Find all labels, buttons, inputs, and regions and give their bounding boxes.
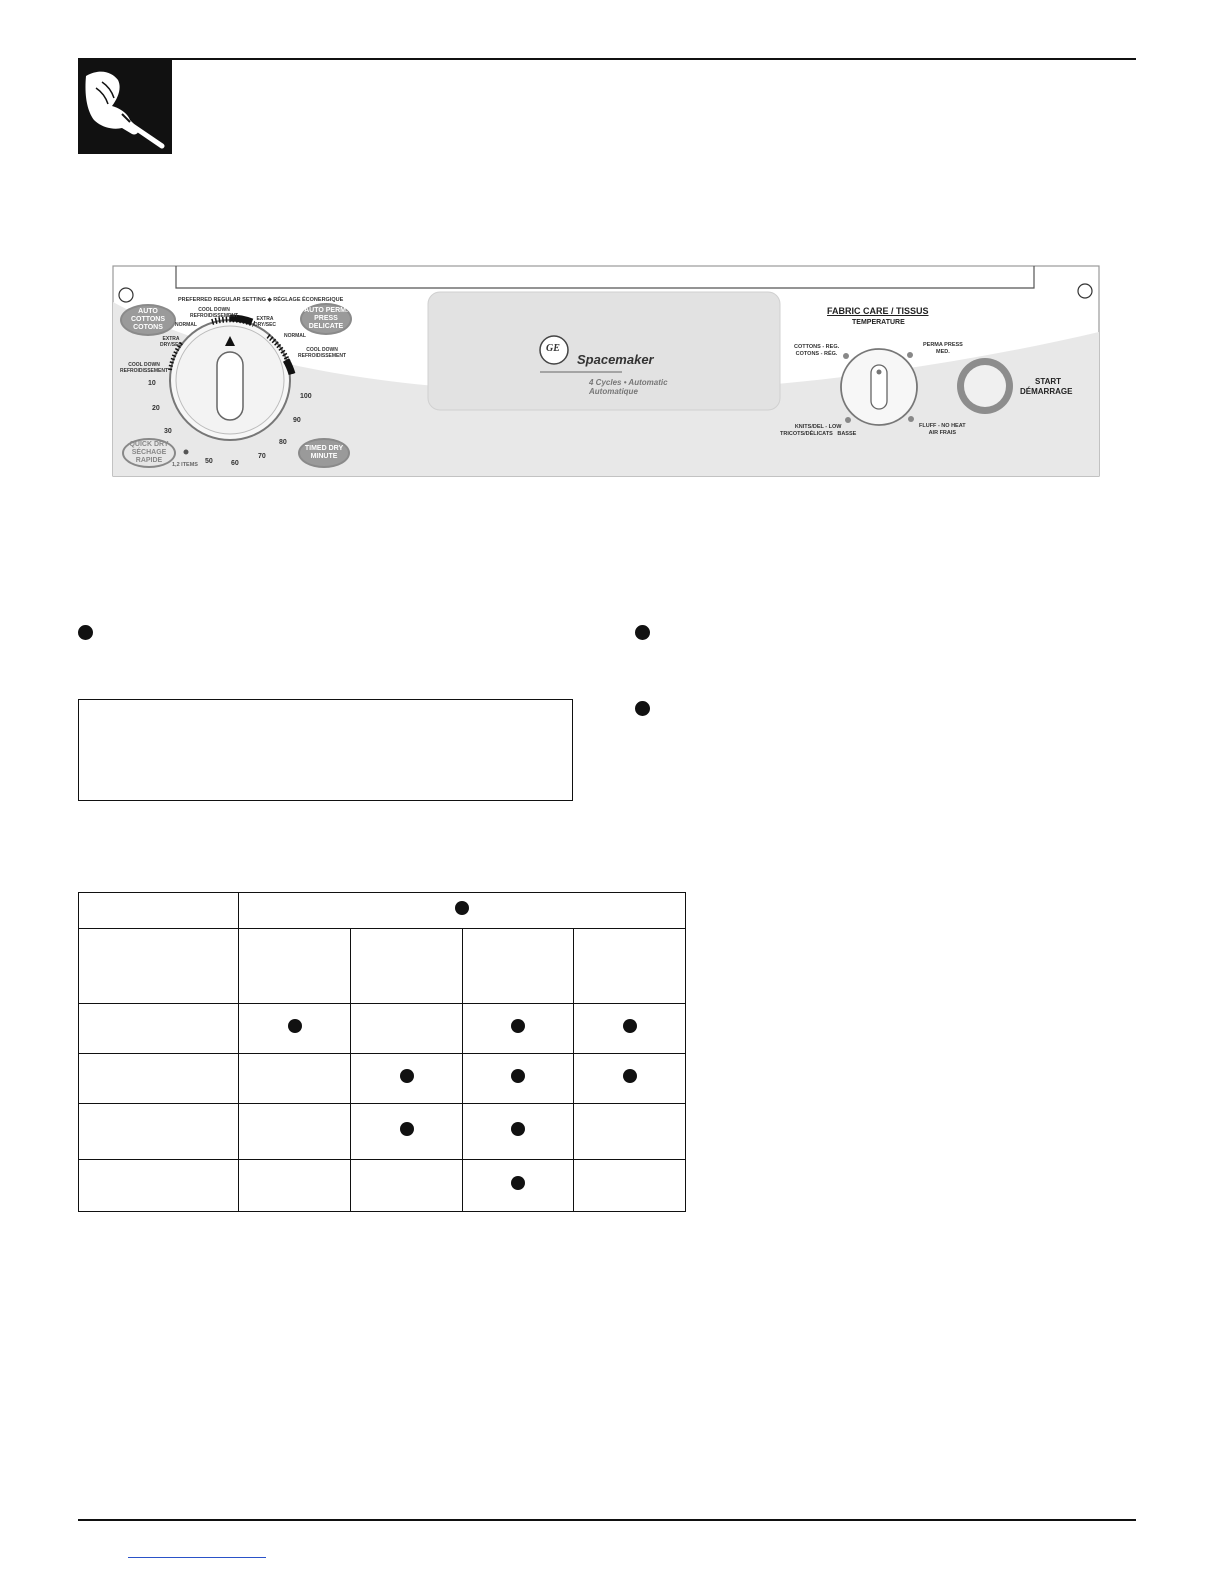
quick-dry-line3: RAPIDE [135,457,163,464]
dial-label-cool-down-left: COOL DOWN REFROIDISSEMENT [120,362,169,374]
start-label: START [1035,377,1062,386]
dial-label-cool-down-top: COOL DOWN REFROIDISSEMENT [190,307,239,319]
auto-cottons-line2: COTTONS [130,316,166,323]
footer-rule [78,1519,1136,1521]
minute-mark: 20 [152,405,160,412]
brand-tagline-fr: Automatique [589,387,638,396]
table-row [79,1004,686,1054]
table-cell [463,1160,574,1212]
table-cell [239,1004,351,1054]
table-cell [351,1160,463,1212]
auto-cottons-button[interactable] [120,304,176,336]
table-cell-dot [623,1019,637,1033]
table-cell-dot [511,1069,525,1083]
table-cell [79,1160,239,1212]
table-cell [574,929,686,1004]
table-cell [463,929,574,1004]
quick-dry-line1: QUICK DRY [129,441,169,448]
quick-dry-line2: SÉCHAGE [131,449,167,456]
table-body [79,1004,686,1212]
table-cell-dot [400,1069,414,1083]
temp-label-perma: PERMA PRESS MED. [923,342,963,355]
table-cell [574,1004,686,1054]
bullet-marker [635,701,650,716]
table-cell [574,1104,686,1160]
start-button[interactable] [957,358,1013,414]
table-cell-dot [400,1122,414,1136]
temp-label-knits: KNITS/DEL - LOW TRICOTS/DÉLICATS BASSE [780,424,857,437]
table-cell-dot [511,1122,525,1136]
table-cell-dot [511,1019,525,1033]
minute-mark: 70 [258,453,266,460]
table-cell [463,1004,574,1054]
timed-dry-line2: MINUTE [310,453,338,460]
dial-label-small-items: 1,2 ITEMS [172,462,198,468]
bullet-marker [635,625,650,640]
auto-perma-press-button[interactable] [300,303,352,335]
brand-name: Spacemaker [577,352,654,367]
note-box [78,699,573,801]
table-cell [239,929,351,1004]
minute-mark: 100 [300,393,312,400]
table-cell [79,1054,239,1104]
timed-dry-button[interactable] [298,438,350,468]
table-cell-dot [623,1069,637,1083]
dial-label-cool-down-right: COOL DOWN REFROIDISSEMENT [298,347,347,359]
header-rule [78,58,1136,60]
table-cell [239,1104,351,1160]
minute-mark: 10 [148,380,156,387]
table-cell [79,929,239,1004]
table-cell [239,1054,351,1104]
auto-cottons-line3: COTONS [133,324,163,331]
bullet-marker [78,625,93,640]
brand-tagline: 4 Cycles • Automatic [589,378,668,387]
table-cell [463,1104,574,1160]
table-cell [351,929,463,1004]
table-header-row [79,893,686,929]
table-header-dot [455,901,469,915]
minute-mark: 90 [293,417,301,424]
minute-mark: 30 [164,428,172,435]
table-cell [351,1104,463,1160]
control-panel [112,262,1102,478]
dial-label-extra-dry-left: EXTRA DRY/SEC [160,336,183,348]
auto-perma-line3: DELICATE [308,323,344,330]
table-cell [574,1054,686,1104]
dial-label-normal-left: NORMAL [175,322,197,328]
auto-perma-line1: AUTO PERM. [304,307,348,314]
ge-logo: GE [546,343,560,354]
auto-perma-line2: PRESS [314,315,338,322]
dial-label-extra-dry-right: EXTRA DRY/SEC [254,316,277,328]
temp-label-cottons: COTTONS - REG. COTONS - RÉG. [794,344,840,357]
table-cell [463,1054,574,1104]
fabric-care-subtitle: TEMPERATURE [852,319,905,326]
minute-mark: 60 [231,460,239,467]
table-cell [79,1104,239,1160]
table-cell [239,893,686,929]
auto-cottons-line1: AUTO [138,308,158,315]
fabric-care-title: FABRIC CARE / TISSUS [827,306,929,316]
timed-dry-line1: TIMED DRY [304,445,344,452]
table-cell-dot [511,1176,525,1190]
table-cell [79,893,239,929]
table-row [79,1160,686,1212]
table-cell [79,1004,239,1054]
minute-mark: 50 [205,458,213,465]
table-row [79,1104,686,1160]
hand-screwdriver-icon [78,58,172,154]
minute-mark: 80 [279,439,287,446]
footer-link-underline[interactable] [128,1557,266,1558]
temp-label-fluff: FLUFF - NO HEAT AIR FRAIS [919,423,966,436]
panel-note: PREFERRED REGULAR SETTING ◆ RÉGLAGE ÉCONERGIQUE [178,297,344,303]
options-table [78,892,686,1212]
table-cell [351,1054,463,1104]
table-cell-dot [288,1019,302,1033]
table-cell [239,1160,351,1212]
table-cell [574,1160,686,1212]
table-cell [351,1004,463,1054]
start-label-fr: DÉMARRAGE [1020,387,1073,396]
table-row [79,1054,686,1104]
dial-label-normal-right: NORMAL [284,333,306,339]
table-subheader-row [79,929,686,1004]
quick-dry-button[interactable] [122,438,176,468]
